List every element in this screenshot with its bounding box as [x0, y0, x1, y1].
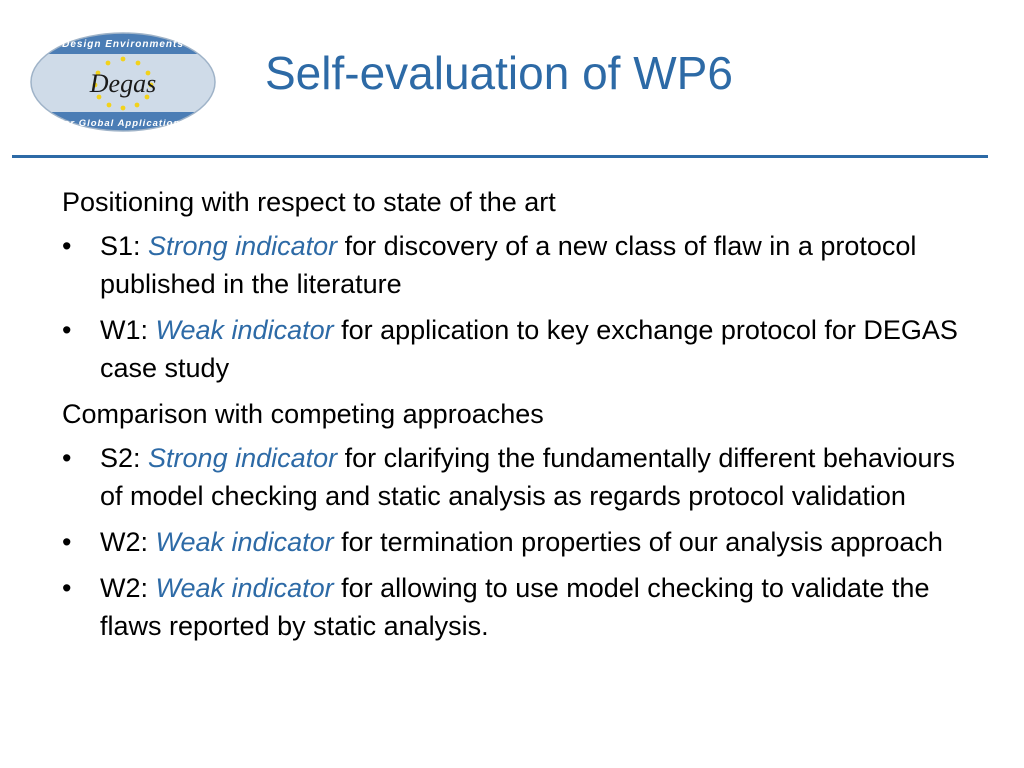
bullet-item — [62, 311, 962, 387]
title-divider — [12, 155, 988, 158]
bullet-item — [62, 569, 962, 645]
degas-logo-graphic — [30, 32, 216, 132]
slide-title: Self-evaluation of WP6 — [265, 47, 733, 99]
logo-top-text: Design Environments — [62, 39, 184, 50]
degas-logo — [30, 32, 216, 132]
bullet-prefix: W2: — [100, 573, 156, 603]
bullet-text: for application to key exchange protocol for DEGAS case study — [100, 315, 958, 383]
section-heading-comparison: Comparison with competing approaches — [62, 399, 544, 429]
bullet-icon: • — [62, 527, 72, 557]
bullet-text: for clarifying the fundamentally different behaviours of model checking and static analysis as regards protocol validation — [100, 443, 955, 511]
indicator-label: Weak indicator — [155, 315, 334, 345]
bullet-text: for allowing to use model checking to validate the flaws reported by static analysis. — [100, 573, 930, 641]
slide-body — [62, 183, 962, 653]
bullet-icon: • — [62, 573, 72, 603]
logo-bottom-text: for Global Applications — [59, 118, 187, 129]
bullet-prefix: S2: — [100, 443, 149, 473]
bullet-icon: • — [62, 231, 72, 261]
bullet-prefix: S1: — [100, 231, 149, 261]
bullet-item — [62, 227, 962, 303]
bullet-item — [62, 439, 962, 515]
indicator-label: Weak indicator — [155, 527, 334, 557]
section-heading-positioning: Positioning with respect to state of the art — [62, 187, 556, 217]
bullet-prefix: W1: — [100, 315, 156, 345]
bullet-text: for termination properties of our analysis approach — [333, 527, 943, 557]
indicator-label: Strong indicator — [148, 231, 338, 261]
bullet-prefix: W2: — [100, 527, 156, 557]
logo-center-text: Degas — [89, 69, 157, 98]
bullet-icon: • — [62, 443, 72, 473]
indicator-label: Strong indicator — [148, 443, 338, 473]
indicator-label: Weak indicator — [155, 573, 334, 603]
bullet-item — [62, 523, 962, 561]
bullet-text: for discovery of a new class of flaw in a protocol published in the literature — [100, 231, 917, 299]
bullet-icon: • — [62, 315, 72, 345]
